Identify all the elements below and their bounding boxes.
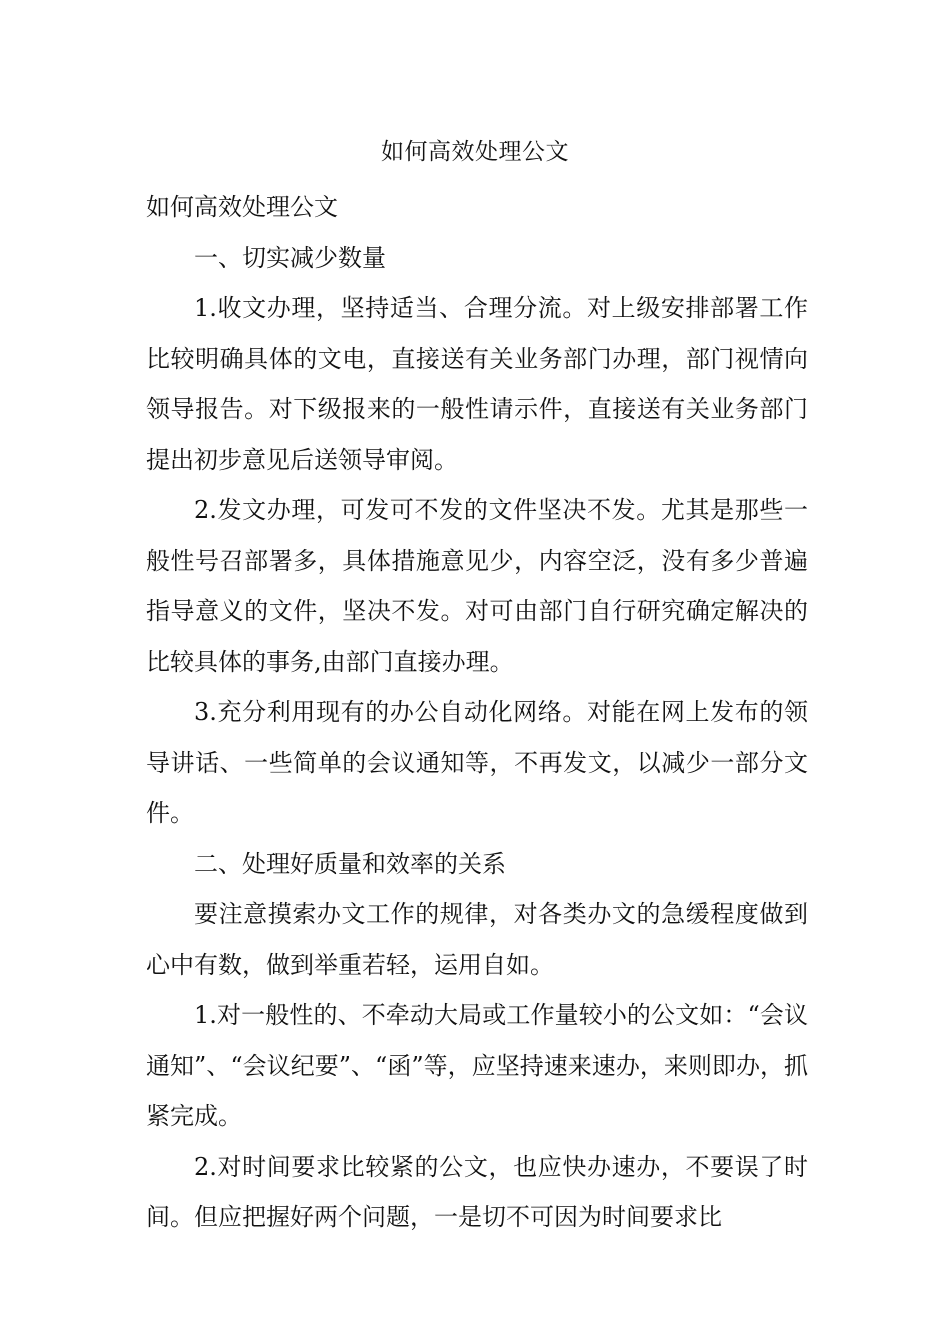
document-title: 如何高效处理公文 — [381, 139, 569, 165]
paragraph: 要注意摸索办文工作的规律，对各类办文的急缓程度做到心中有数，做到举重若轻，运用自如。 — [146, 900, 808, 979]
paragraph: 1.对一般性的、不牵动大局或工作量较小的公文如：“会议通知”、“会议纪要”、“函”等，应坚持速来速办，来则即办，抓紧完成。 — [146, 1001, 808, 1130]
paragraph: 2.发文办理，可发可不发的文件坚决不发。尤其是那些一般性号召部署多，具体措施意见少，内容空泛，没有多少普遍指导意义的文件，坚决不发。对可由部门自行研究确定解决的比较具体的事务,由部门直接办理。 — [146, 496, 808, 676]
paragraph: 如何高效处理公文 — [146, 193, 338, 221]
section-heading: 一、切实减少数量 — [194, 243, 386, 272]
paragraph: 2.对时间要求比较紧的公文，也应快办速办，不要误了时间。但应把握好两个问题，一是切不可因为时间要求比 — [146, 1152, 808, 1231]
paragraph: 1.收文办理，坚持适当、合理分流。对上级安排部署工作比较明确具体的文电，直接送有关业务部门办理，部门视情向领导报告。对下级报来的一般性请示件，直接送有关业务部门提出初步意见后送领导审阅。 — [146, 294, 808, 474]
paragraph: 3.充分利用现有的办公自动化网络。对能在网上发布的领导讲话、一些简单的会议通知等，不再发文，以减少一部分文件。 — [146, 698, 808, 827]
document-body — [146, 182, 808, 1243]
section-heading: 二、处理好质量和效率的关系 — [194, 849, 506, 878]
